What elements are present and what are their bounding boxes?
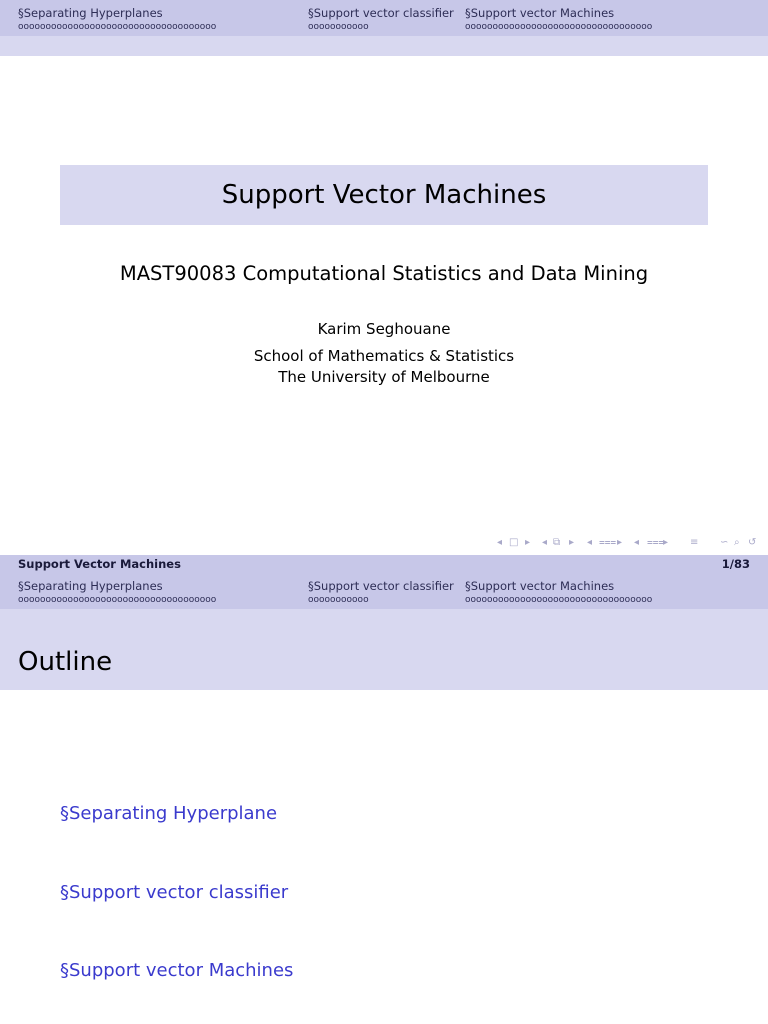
search-icon[interactable]: ⌕ [734, 537, 740, 548]
prev-document-icon[interactable]: ◂ [634, 537, 640, 548]
nav-section-label[interactable]: §Support vector classifier [308, 6, 454, 20]
title-box [60, 165, 708, 225]
document-icon[interactable]: ⩶ [647, 537, 665, 548]
search-back-icon[interactable]: ∽ [720, 537, 729, 548]
nav-frame-dots[interactable]: ooooooooooo [308, 595, 369, 605]
nav-frame-dots[interactable]: oooooooooooooooooooooooooooooooooo [465, 22, 653, 32]
nav-section-label[interactable]: §Support vector Machines [465, 6, 615, 20]
presentation-title: Support Vector Machines [221, 180, 547, 210]
toc-item-support-vector-machines[interactable]: §Support vector Machines [60, 960, 294, 981]
prev-subsection-icon[interactable]: ◂ [542, 537, 548, 548]
institution-line-2: The University of Melbourne [278, 368, 490, 386]
institution [0, 346, 768, 388]
page-number: 1/83 [721, 557, 750, 571]
nav-frame-dots[interactable]: ooooooooooo [308, 22, 369, 32]
next-subsection-icon[interactable]: ▸ [569, 537, 575, 548]
toc-item-separating-hyperplane[interactable]: §Separating Hyperplane [60, 803, 278, 824]
prev-section-icon[interactable]: ◂ [587, 537, 593, 548]
toc-item-support-vector-classifier[interactable]: §Support vector classifier [60, 882, 289, 903]
nav-section-label[interactable]: §Separating Hyperplanes [18, 579, 163, 593]
next-section-icon[interactable]: ▸ [617, 537, 623, 548]
beamer-navigation-symbols [497, 537, 762, 551]
presentation-subtitle: MAST90083 Computational Statistics and Data Mining [119, 262, 649, 285]
slide-footer [0, 555, 768, 573]
navigation-strip [0, 36, 768, 56]
section-navigation-bar [0, 573, 768, 609]
align-icon[interactable]: ≡ [690, 537, 699, 548]
prev-frame-icon[interactable]: ◂ [497, 537, 503, 548]
next-document-icon[interactable]: ▸ [663, 537, 669, 548]
nav-frame-dots[interactable]: oooooooooooooooooooooooooooooooooo [465, 595, 653, 605]
footer-title: Support Vector Machines [18, 557, 181, 571]
nav-section-label[interactable]: §Support vector classifier [308, 579, 454, 593]
search-forward-icon[interactable]: ↺ [748, 537, 757, 548]
section-icon[interactable]: ⩶ [599, 537, 617, 548]
subsection-icon[interactable]: ⧉ [553, 537, 561, 548]
outline-slide [0, 555, 768, 1024]
navigation-strip [0, 609, 768, 632]
frame-icon[interactable]: □ [509, 537, 519, 548]
frame-title: Outline [18, 647, 113, 677]
frame-title-bar [0, 632, 768, 690]
author-name: Karim Seghouane [317, 320, 451, 338]
next-frame-icon[interactable]: ▸ [525, 537, 531, 548]
nav-frame-dots[interactable]: oooooooooooooooooooooooooooooooooooo [18, 595, 217, 605]
nav-section-label[interactable]: §Support vector Machines [465, 579, 615, 593]
nav-section-label[interactable]: §Separating Hyperplanes [18, 6, 163, 20]
nav-frame-dots[interactable]: oooooooooooooooooooooooooooooooooooo [18, 22, 217, 32]
section-navigation-bar [0, 0, 768, 36]
institution-line-1: School of Mathematics & Statistics [253, 347, 515, 365]
